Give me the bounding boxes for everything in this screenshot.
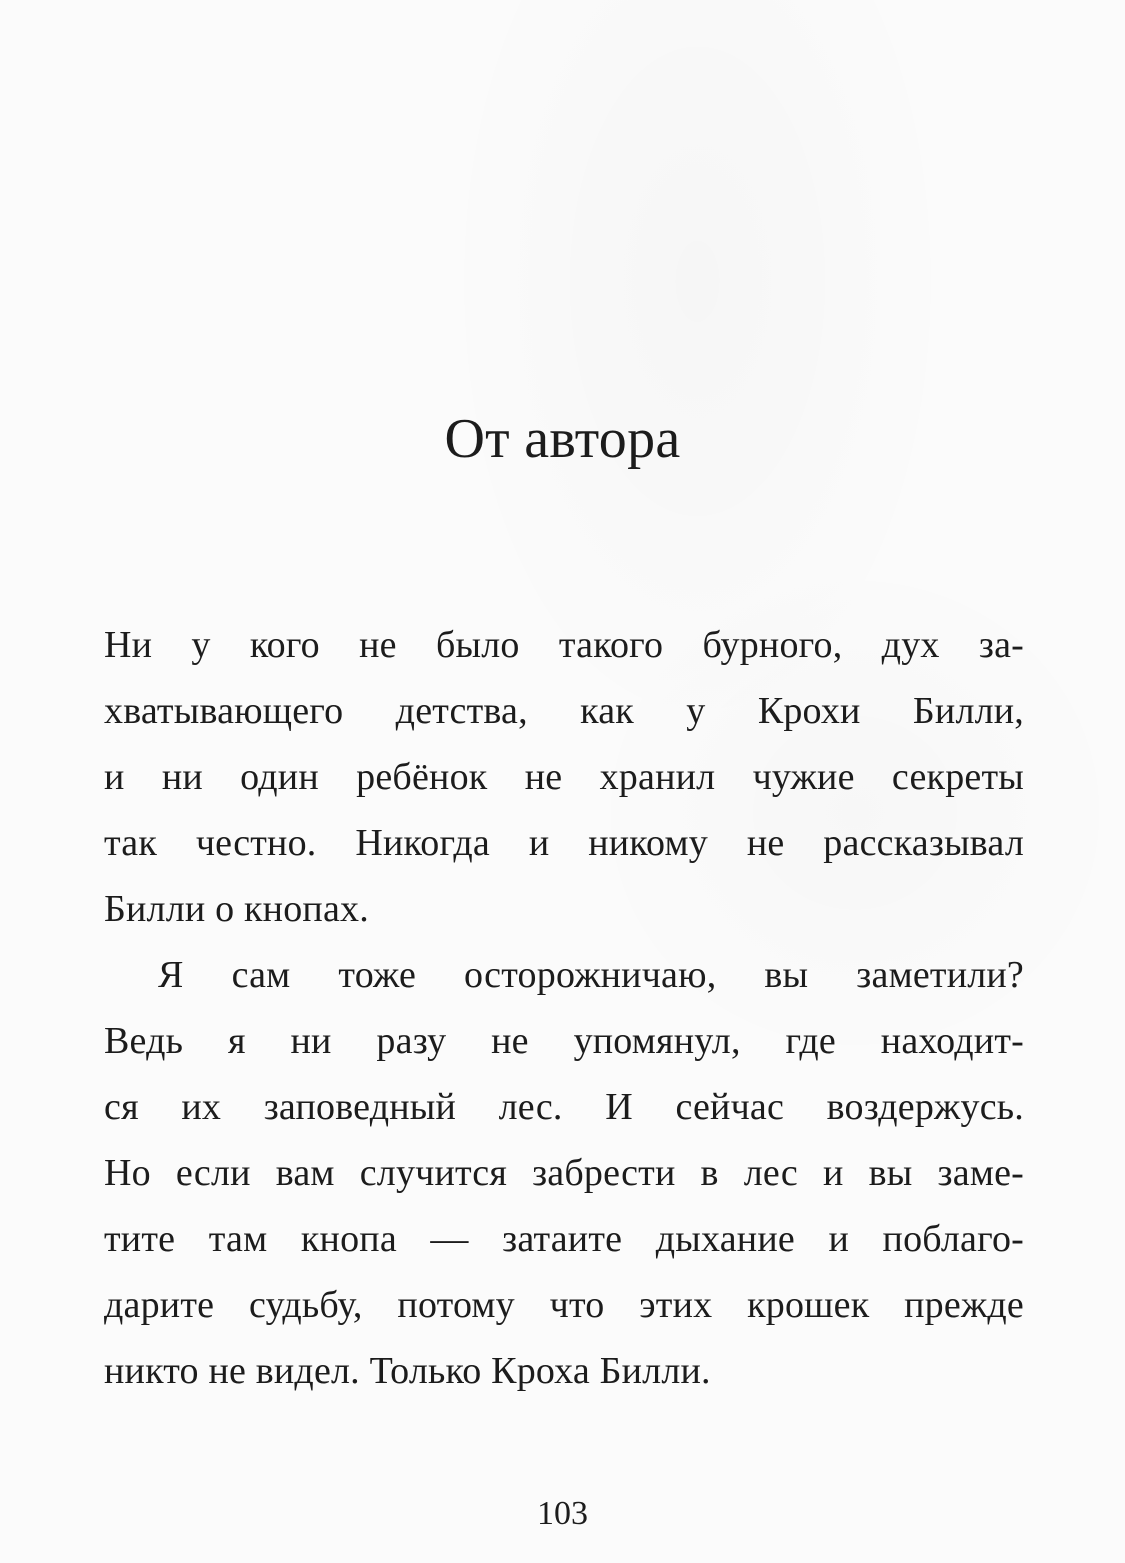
paragraph-2-line-6: дарите судьбу, потому что этих крошек прежде (104, 1284, 1024, 1326)
paragraph-2-line-7: никто не видел. Только Кроха Билли. (104, 1350, 711, 1392)
paragraph-2-line-4: Но если вам случится забрести в лес и вы заме- (104, 1152, 1024, 1194)
paragraph-2-line-1: Я сам тоже осторожничаю, вы заметили? (158, 954, 1024, 996)
page-number: 103 (537, 1495, 588, 1532)
paragraph-1-line-5: Билли о кнопах. (104, 888, 369, 930)
paragraph-2-line-2: Ведь я ни разу не упомянул, где находит- (104, 1020, 1024, 1062)
paragraph-1-line-2: хватывающего детства, как у Крохи Билли, (104, 690, 1024, 732)
chapter-title: От автора (444, 408, 681, 470)
paragraph-1-line-4: так честно. Никогда и никому не рассказывал (104, 822, 1024, 864)
paragraph-1-line-1: Ни у кого не было такого бурного, дух за- (104, 624, 1024, 666)
paragraph-2-line-3: ся их заповедный лес. И сейчас воздержусь. (104, 1086, 1024, 1128)
paragraph-1-line-3: и ни один ребёнок не хранил чужие секреты (104, 756, 1024, 798)
paragraph-2-line-5: тите там кнопа — затаите дыхание и поблаго- (104, 1218, 1024, 1260)
